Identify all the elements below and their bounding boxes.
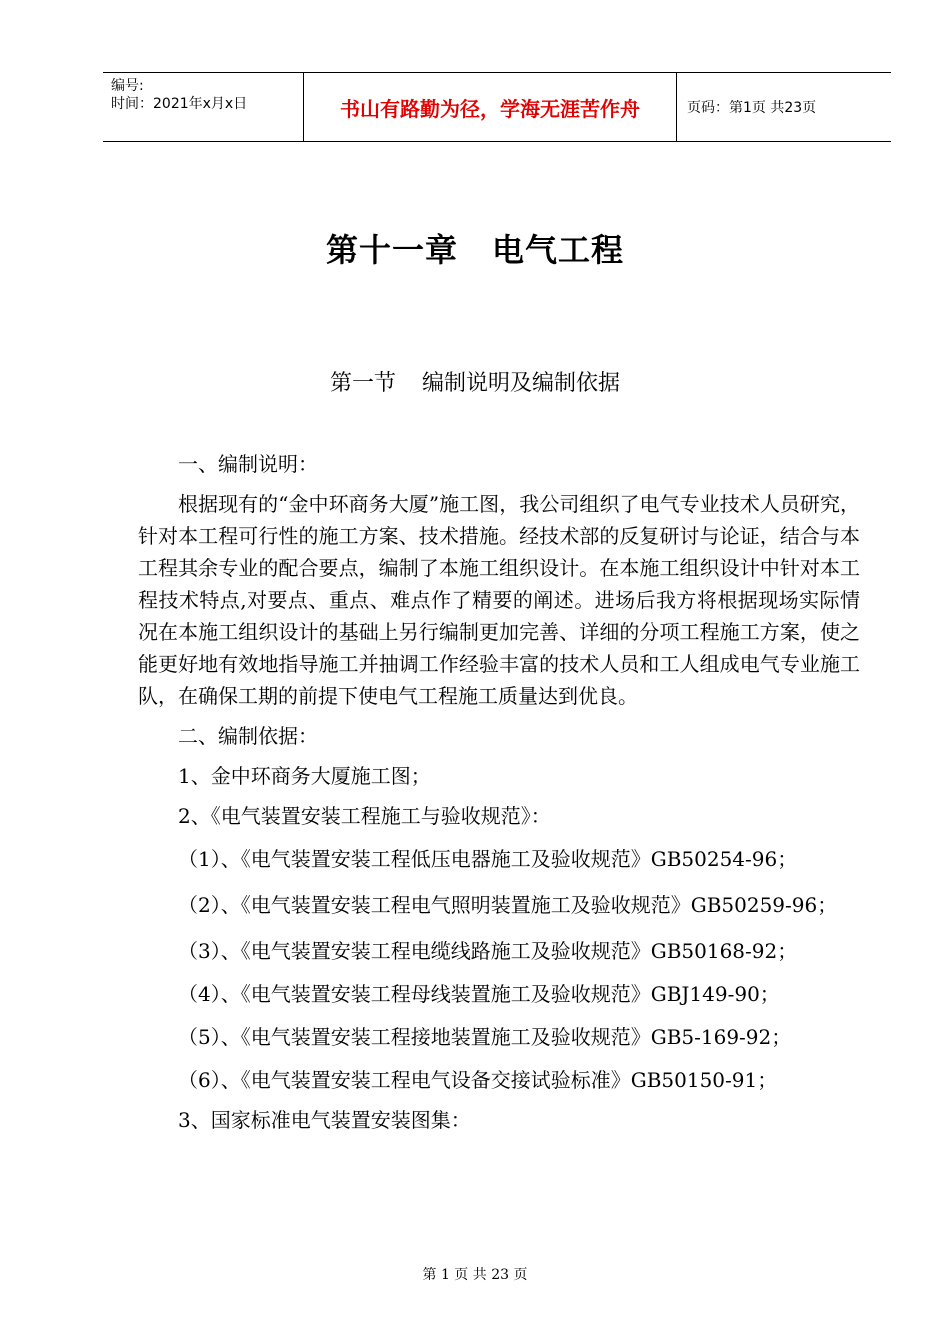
chapter-title [0,225,950,271]
section-title [0,366,950,397]
heading-description: 一、编制说明： [178,452,318,476]
list-item: 2、《电气装置安装工程施工与验收规范》： [178,804,551,828]
list-item: （1）、《电气装置安装工程低压电器施工及验收规范》GB50254-96； [178,847,798,871]
chapter-name: 电气工程 [492,231,625,269]
page-header [103,72,891,142]
number-label: 编号: [111,78,144,94]
header-page-info: 页码：第1页 共23页 [687,100,817,116]
time-label: 时间：2021年x月x日 [111,96,248,112]
header-slogan: 书山有路勤为径，学海无涯苦作舟 [303,73,677,141]
document-body [138,448,860,1144]
list-item: （6）、《电气装置安装工程电气设备交接试验标准》GB50150-91； [178,1068,778,1092]
paragraph-description: 根据现有的“金中环商务大厦”施工图，我公司组织了电气专业技术人员研究，针对本工程可行性的施工方案、技术措施。经技术部的反复研讨与论证，结合与本工程其余专业的配合要点，编制了本施工组织设计。在本施工组织设计中针对本工程技术特点,对要点、重点、难点作了精要的阐述。进场后我方将根据现场实际情况在本施工组织设计的基础上另行编制更加完善、详细的分项工程施工方案，使之能更好地有效地指导施工并抽调工作经验丰富的技术人员和工人组成电气专业施工队，在确保工期的前提下使电气工程施工质量达到优良。 [138,492,860,708]
list-item: （4）、《电气装置安装工程母线装置施工及验收规范》GBJ149-90； [178,982,780,1006]
section-name: 编制说明及编制依据 [422,371,621,396]
section-number: 第一节 [329,371,396,396]
heading-basis: 二、编制依据： [178,724,318,748]
chapter-number: 第十一章 [325,231,458,269]
list-item: 3、国家标准电气装置安装图集： [178,1108,471,1132]
list-item: 1、金中环商务大厦施工图； [178,764,431,788]
list-item: （3）、《电气装置安装工程电缆线路施工及验收规范》GB50168-92； [178,939,798,963]
list-item: （5）、《电气装置安装工程接地装置施工及验收规范》GB5-169-92； [178,1025,792,1049]
page-footer: 第 1 页 共 23 页 [422,1267,528,1283]
list-item: （2）、《电气装置安装工程电气照明装置施工及验收规范》GB50259-96； [178,893,838,917]
header-meta [103,73,303,141]
